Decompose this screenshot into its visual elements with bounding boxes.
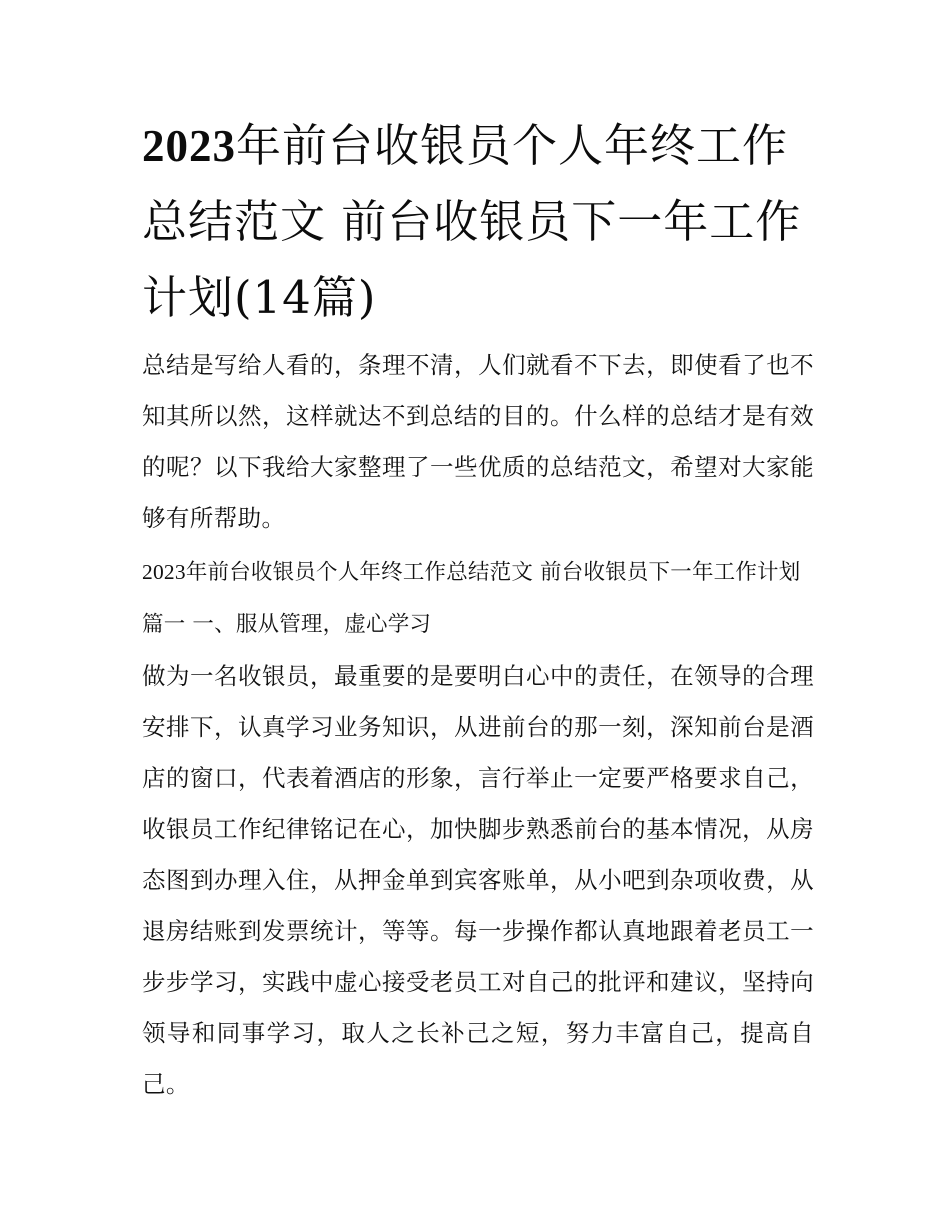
title-year: 2023 (142, 121, 236, 171)
section-heading-text: 年前台收银员个人年终工作总结范文 前台收银员下一年工作计划篇一 一、服从管理，虚心学习 (142, 560, 801, 637)
section-heading (142, 546, 802, 651)
document-title (142, 108, 814, 336)
section-heading-year: 2023 (142, 560, 186, 584)
intro-paragraph: 总结是写给人看的，条理不清，人们就看不下去，即使看了也不知其所以然，这样就达不到总结的目的。什么样的总结才是有效的呢？以下我给大家整理了一些优质的总结范文，希望对大家能够有所帮助。 (142, 351, 814, 532)
title-text: 年前台收银员个人年终工作总结范文 前台收银员下一年工作计划(14篇) (142, 119, 802, 324)
document-page (142, 108, 814, 1110)
body-paragraph: 做为一名收银员，最重要的是要明白心中的责任，在领导的合理安排下，认真学习业务知识，从进前台的那一刻，深知前台是酒店的窗口，代表着酒店的形象，言行举止一定要严格要求自己，收银员工作纪律铭记在心，加快脚步熟悉前台的基本情况，从房态图到办理入住，从押金单到宾客账单，从小吧到杂项收费，从退房结账到发票统计，等等。每一步操作都认真地跟着老员工一步步学习，实践中虚心接受老员工对自己的批评和建议，坚持向领导和同事学习，取人之长补己之短，努力丰富自己，提高自己。 (142, 662, 814, 1098)
